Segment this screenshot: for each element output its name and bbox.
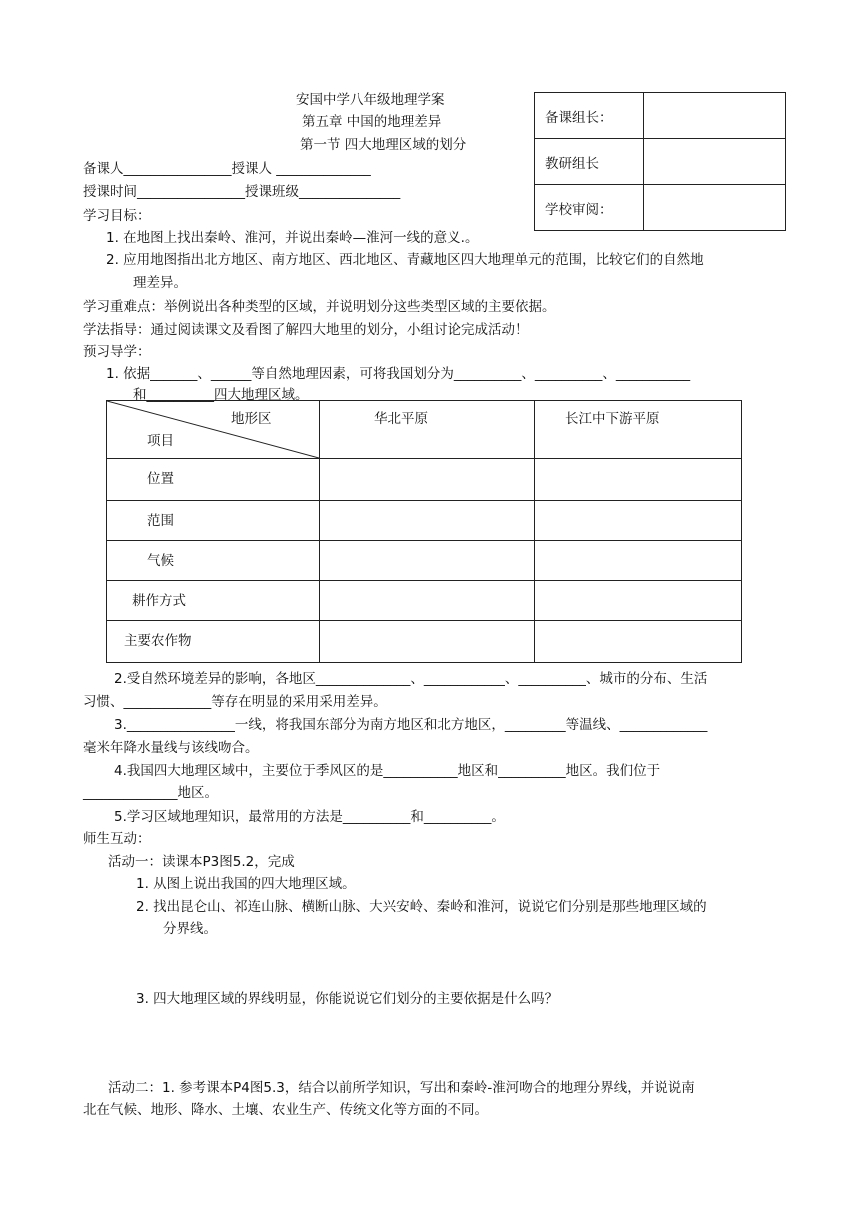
cell-climate-changjiang[interactable] <box>535 541 742 581</box>
cell-farming-changjiang[interactable] <box>535 581 742 621</box>
comparison-table <box>106 400 742 663</box>
corner-top-label: 地形区 <box>231 411 272 427</box>
row-label-scope: 范围 <box>107 501 320 541</box>
interaction-heading: 师生互动： <box>83 831 151 847</box>
activity-1-item-2: 2. 找出昆仑山、祁连山脉、横断山脉、大兴安岭、秦岭和淮河，说说它们分别是那些地理区域的 <box>136 899 707 915</box>
column-header-changjiang-label: 长江中下游平原 <box>565 411 660 427</box>
review-label-research: 教研组长 <box>535 139 644 185</box>
question-3-line2: 毫米年降水量线与该线吻合。 <box>83 740 259 756</box>
cell-crops-changjiang[interactable] <box>535 621 742 663</box>
review-label-school: 学校审阅： <box>535 185 644 231</box>
review-field-research[interactable] <box>644 139 786 185</box>
cell-farming-huabei[interactable] <box>320 581 535 621</box>
column-header-huabei-label: 华北平原 <box>374 411 428 427</box>
question-4-line1: 4.我国四大地理区域中，主要位于季风区的是___________地区和__________地区。我们位于 <box>114 763 661 779</box>
info-line-1: 备课人________________授课人 ______________ <box>83 161 371 177</box>
cell-scope-changjiang[interactable] <box>535 501 742 541</box>
row-label-crops: 主要农作物 <box>107 621 320 663</box>
review-field-school[interactable] <box>644 185 786 231</box>
question-2-line2: 习惯、_____________等存在明显的采用采用差异。 <box>83 694 387 710</box>
preview-heading: 预习导学： <box>83 344 151 360</box>
cell-location-changjiang[interactable] <box>535 459 742 501</box>
row-label-location: 位置 <box>107 459 320 501</box>
activity-1-item-2-cont: 分界线。 <box>163 921 217 937</box>
corner-bottom-label: 项目 <box>147 433 174 449</box>
review-field-leader[interactable] <box>644 93 786 139</box>
preview-q1-line1: 1. 依据_______、______等自然地理因素，可将我国划分为__________、__________、___________ <box>106 366 691 382</box>
objective-item-2-cont: 理差异。 <box>133 275 187 291</box>
cell-climate-huabei[interactable] <box>320 541 535 581</box>
activity-2-line2: 北在气候、地形、降水、土壤、农业生产、传统文化等方面的不同。 <box>83 1102 488 1118</box>
activity-1-item-3: 3. 四大地理区域的界线明显，你能说说它们划分的主要依据是什么吗？ <box>136 991 559 1007</box>
question-5: 5.学习区域地理知识，最常用的方法是__________和__________。 <box>114 809 505 825</box>
question-2-line1: 2.受自然环境差异的影响，各地区______________、____________、__________、城市的分布、生活 <box>114 671 708 687</box>
cell-location-huabei[interactable] <box>320 459 535 501</box>
activity-2-line1: 活动二：1. 参考课本P4图5.3，结合以前所学知识，写出和秦岭-淮河吻合的地理分界线，并说说南 <box>108 1080 695 1096</box>
preview-q1-line2: 和__________四大地理区域。 <box>133 387 309 403</box>
school-title: 安国中学八年级地理学案 <box>296 92 445 108</box>
review-box <box>534 92 786 231</box>
table-corner-cell <box>107 401 320 459</box>
activity-1-item-1: 1. 从图上说出我国的四大地理区域。 <box>136 876 356 892</box>
section-title: 第一节 四大地理区域的划分 <box>300 137 467 153</box>
column-header-huabei <box>320 401 535 459</box>
activity-1-title: 活动一：读课本P3图5.2，完成 <box>108 854 295 870</box>
cell-scope-huabei[interactable] <box>320 501 535 541</box>
key-points: 学习重难点：举例说出各种类型的区域，并说明划分这些类型区域的主要依据。 <box>83 299 556 315</box>
chapter-title: 第五章 中国的地理差异 <box>302 114 442 130</box>
column-header-changjiang <box>535 401 742 459</box>
row-label-climate: 气候 <box>107 541 320 581</box>
question-4-line2: ______________地区。 <box>83 785 218 801</box>
diagonal-line <box>107 401 319 459</box>
cell-crops-huabei[interactable] <box>320 621 535 663</box>
objectives-heading: 学习目标： <box>83 208 151 224</box>
objective-item-2: 2. 应用地图指出北方地区、南方地区、西北地区、青藏地区四大地理单元的范围，比较它们的自然地 <box>106 252 704 268</box>
row-label-farming: 耕作方式 <box>107 581 320 621</box>
info-line-2: 授课时间________________授课班级_______________ <box>83 184 401 200</box>
question-3-line1: 3.________________一线，将我国东部分为南方地区和北方地区，_________等温线、_____________ <box>114 717 708 733</box>
objective-item-1: 1. 在地图上找出秦岭、淮河，并说出秦岭—淮河一线的意义.。 <box>106 230 479 246</box>
method-guide: 学法指导：通过阅读课文及看图了解四大地里的划分，小组讨论完成活动！ <box>83 322 529 338</box>
review-label-leader: 备课组长： <box>535 93 644 139</box>
